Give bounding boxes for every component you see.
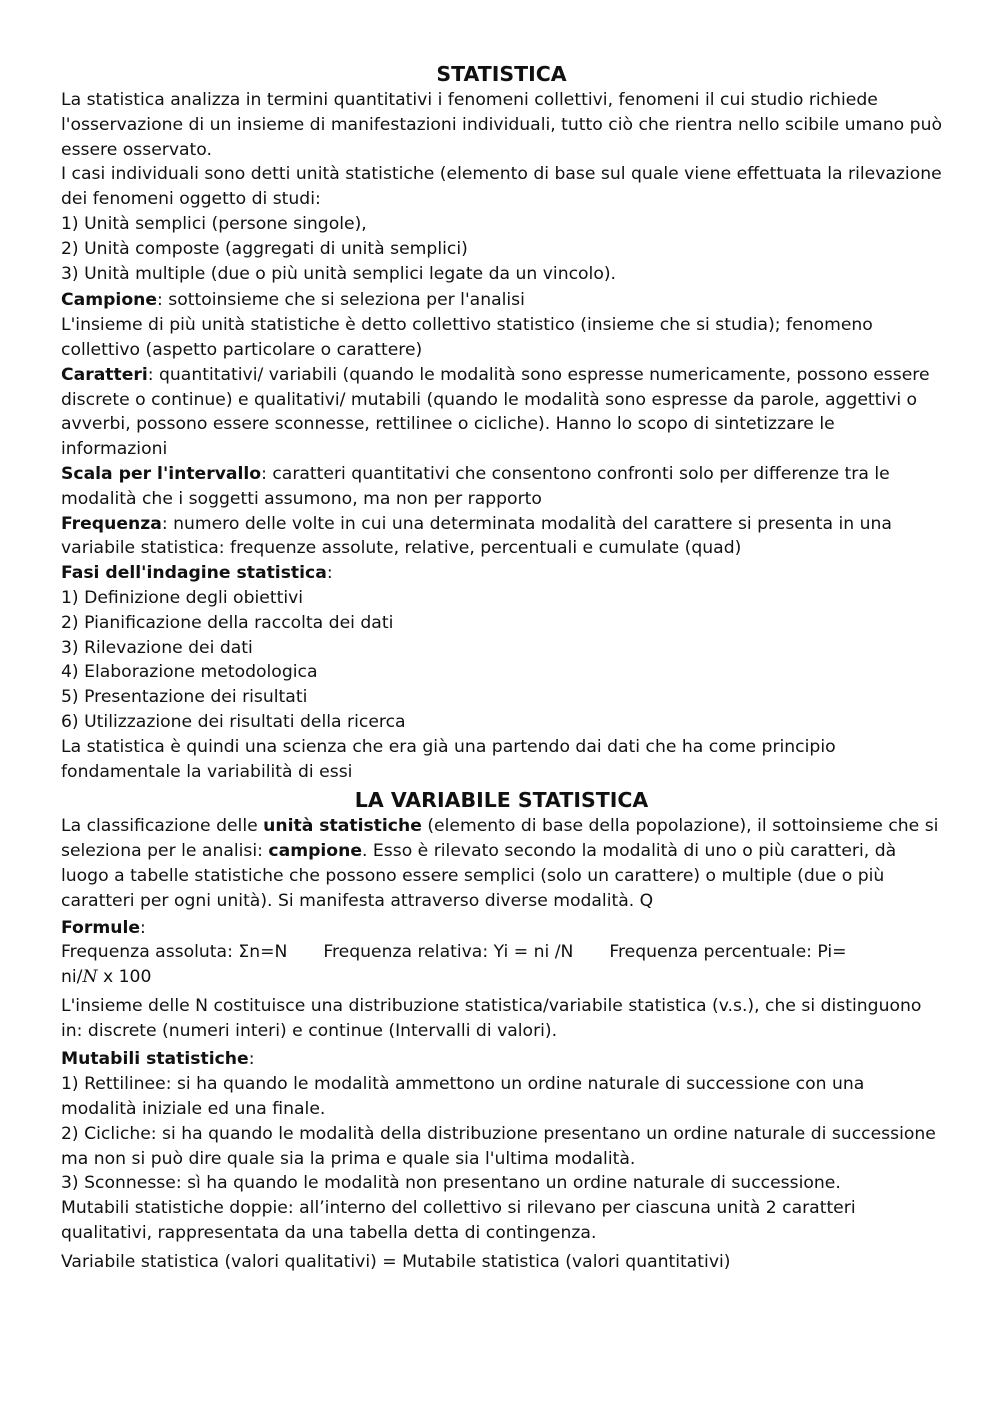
list-item: 4) Elaborazione metodologica xyxy=(61,662,318,683)
conclusion-paragraph: La statistica è quindi una scienza che era già una partendo dai dati che ha come principio fondamentale la variabilità di essi xyxy=(61,736,836,782)
list-item: 2) Cicliche: si ha quando le modalità della distribuzione presentano un ordine naturale di successione ma non si può dire quale sia la prima e quale sia l'ultima modalità. xyxy=(61,1123,936,1169)
fasi-heading: Fasi dell'indagine statistica: xyxy=(61,563,333,584)
scala-definition xyxy=(61,462,942,512)
term-label: Campione xyxy=(61,290,158,311)
collettivo-paragraph: L'insieme di più unità statistiche è detto collettivo statistico (insieme che si studia); fenomeno collettivo (aspetto particolare o carattere) xyxy=(61,315,873,360)
list-item: 5) Presentazione dei risultati xyxy=(61,687,308,708)
bold-term: unità statistiche xyxy=(263,816,422,837)
mutabili-doppie-paragraph: Mutabili statistiche doppie: all’interno del collettivo si rilevano per ciascuna unità 2 caratteri qualitativi, rappresentata da una tabella detta di contingenza. xyxy=(61,1198,856,1244)
formule-heading: Formule: xyxy=(61,917,146,938)
bold-term: campione xyxy=(268,841,362,862)
units-intro-paragraph: I casi individuali sono detti unità statistiche (elemento di base sul quale viene effettuata la rilevazione dei fenomeni oggetto di studi: xyxy=(61,164,942,210)
final-statement: Variabile statistica (valori qualitativi) = Mutabile statistica (valori quantitativi) xyxy=(61,1251,731,1272)
frequenza-definition xyxy=(61,512,942,562)
page-title: STATISTICA xyxy=(436,62,567,86)
formula-percent: Frequenza percentuale: Pi= xyxy=(609,942,847,963)
formula-continuation: ni/N x 100 xyxy=(61,967,152,988)
list-item: 2) Unità composte (aggregati di unità semplici) xyxy=(61,238,468,259)
variabile-paragraph: La classificazione delle unità statistiche (elemento di base della popolazione), il sottoinsieme che si seleziona per le analisi: campione. Esso è rilevato secondo la modalità di uno o più caratteri, dà luogo a tabelle statistiche che possono essere semplici (solo un carattere) o multiple (due o più caratteri per ogni unità). Si manifesta attraverso diverse modalità. Q xyxy=(61,816,939,911)
campione-definition xyxy=(61,288,942,313)
mutabili-heading: Mutabili statistiche: xyxy=(61,1049,255,1070)
term-label: Fasi dell'indagine statistica xyxy=(61,563,327,584)
list-item: 1) Unità semplici (persone singole), xyxy=(61,213,367,234)
term-label: Formule xyxy=(61,917,141,938)
list-item: 3) Sconnesse: sì ha quando le modalità non presentano un ordine naturale di successione. xyxy=(61,1173,841,1194)
list-item: 3) Rilevazione dei dati xyxy=(61,637,253,658)
term-label: Caratteri xyxy=(61,364,148,385)
formula-row xyxy=(61,940,942,965)
distribuzione-paragraph: L'insieme delle N costituisce una distribuzione statistica/variabile statistica (v.s.), che si distinguono in: discrete (numeri interi) e continue (Intervalli di valori). xyxy=(61,995,922,1041)
term-label: Mutabili statistiche xyxy=(61,1049,249,1070)
list-item: 2) Pianificazione della raccolta dei dati xyxy=(61,612,394,633)
term-label: Frequenza xyxy=(61,513,162,534)
formula-relative: Frequenza relativa: Yi = ni /N xyxy=(323,942,574,963)
list-item: 1) Rettilinee: si ha quando le modalità ammettono un ordine naturale di successione con una modalità iniziale ed una finale. xyxy=(61,1074,865,1120)
definition-text: : caratteri quantitativi che consentono confronti solo per differenze tra le modalità che i soggetti assumono, ma non per rapporto xyxy=(61,463,890,509)
caratteri-definition xyxy=(61,363,942,462)
definition-text: : numero delle volte in cui una determinata modalità del carattere si presenta in una variabile statistica: frequenze assolute, relative, percentuali e cumulate (quad) xyxy=(61,513,892,559)
formula-absolute: Frequenza assoluta: Σn=N xyxy=(61,942,288,963)
section-title: LA VARIABILE STATISTICA xyxy=(354,788,649,813)
definition-text: : quantitativi/ variabili (quando le modalità sono espresse numericamente, possono essere discrete o continue) e qualitativi/ mutabili (quando le modalità sono espresse da parole, aggettivi o avverbi, possono essere sconnesse, rettilinee o cicliche). Hanno lo scopo di sintetizzare le informazioni xyxy=(61,364,930,460)
list-item: 3) Unità multiple (due o più unità semplici legate da un vincolo). xyxy=(61,263,617,284)
term-label: Scala per l'intervallo xyxy=(61,463,262,484)
definition-text: : sottoinsieme che si seleziona per l'analisi xyxy=(157,290,525,311)
intro-paragraph: La statistica analizza in termini quantitativi i fenomeni collettivi, fenomeni il cui studio richiede l'osservazione di un insieme di manifestazioni individuali, tutto ciò che rientra nello scibile umano può essere osservato. xyxy=(61,90,942,160)
list-item: 1) Definizione degli obiettivi xyxy=(61,587,304,608)
list-item: 6) Utilizzazione dei risultati della ricerca xyxy=(61,711,406,732)
